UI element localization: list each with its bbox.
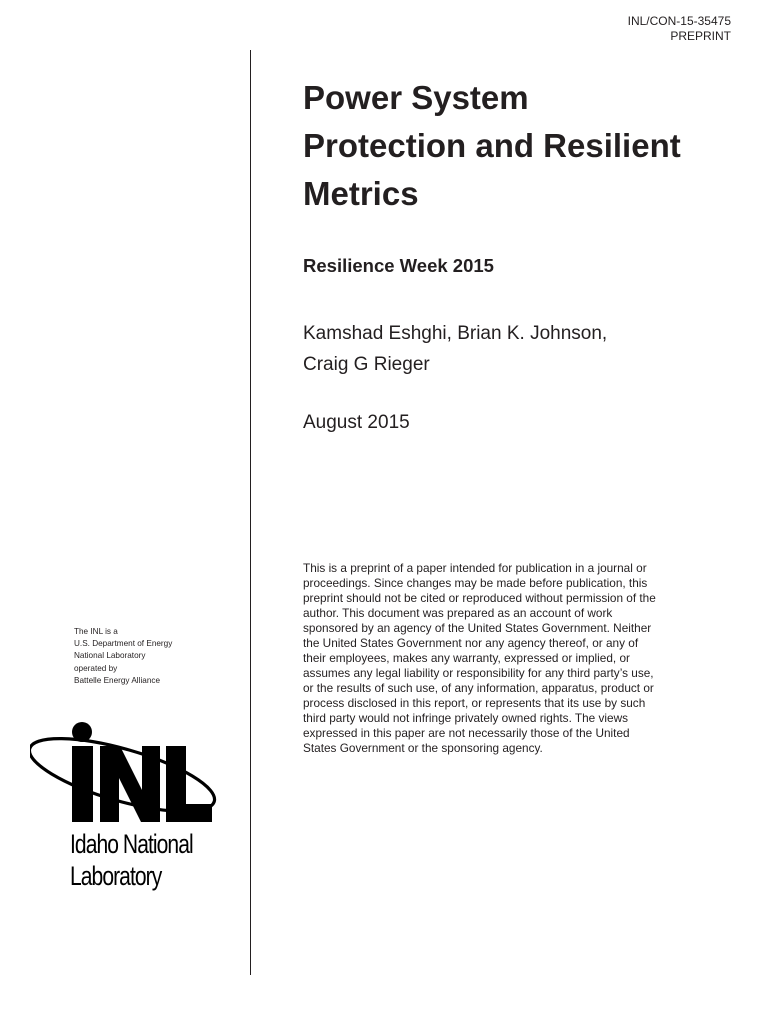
disclaimer-line: sponsored by an agency of the United States Government. Neither	[303, 621, 652, 635]
disclaimer-line: or the results of such use, of any information, apparatus, product or	[303, 681, 654, 695]
disclaimer-line: third party would not infringe privately owned rights. The views	[303, 711, 629, 725]
disclaimer-line: expressed in this paper are not necessarily those of the United	[303, 726, 630, 740]
inl-operator-note	[74, 626, 172, 687]
disclaimer-line: assumes any legal liability or responsibility for any third party’s use,	[303, 666, 654, 680]
inl-note-line: National Laboratory	[74, 651, 146, 661]
inl-note-line: U.S. Department of Energy	[74, 639, 173, 649]
title-line: Power System	[303, 79, 529, 116]
inl-logo	[30, 720, 230, 900]
disclaimer-text	[303, 561, 693, 756]
disclaimer-line: author. This document was prepared as an account of work	[303, 606, 613, 620]
inl-note-line: operated by	[74, 663, 118, 673]
inl-logo-mark	[30, 720, 230, 830]
logo-name-line: Idaho National	[70, 829, 193, 859]
disclaimer-line: their employees, makes any warranty, expressed or implied, or	[303, 651, 630, 665]
publication-date: August 2015	[303, 412, 410, 433]
title-line: Metrics	[303, 175, 419, 212]
disclaimer-line: the United States Government nor any agency thereof, or any of	[303, 636, 639, 650]
disclaimer-line: process disclosed in this report, or represents that its use by such	[303, 696, 646, 710]
disclaimer-line: preprint should not be cited or reproduced without permission of the	[303, 591, 656, 605]
inl-note-line: The INL is a	[74, 627, 118, 636]
authors	[303, 318, 607, 380]
author-line: Kamshad Eshghi, Brian K. Johnson,	[303, 323, 608, 344]
logo-wordmark	[70, 828, 193, 892]
logo-name-line: Laboratory	[70, 861, 162, 891]
document-title	[303, 74, 743, 218]
disclaimer-line: States Government or the sponsoring agency.	[303, 741, 543, 755]
report-number: INL/CON-15-35475	[627, 14, 731, 28]
inl-note-line: Battelle Energy Alliance	[74, 675, 161, 685]
title-line: Protection and Resilient	[303, 127, 681, 164]
disclaimer-line: This is a preprint of a paper intended for publication in a journal or	[303, 561, 647, 575]
conference-name: Resilience Week 2015	[303, 255, 494, 276]
report-number-block	[628, 14, 731, 44]
author-line: Craig G Rieger	[303, 354, 430, 375]
vertical-divider	[250, 50, 251, 975]
preprint-label: PREPRINT	[670, 29, 731, 43]
disclaimer-line: proceedings. Since changes may be made before publication, this	[303, 576, 648, 590]
